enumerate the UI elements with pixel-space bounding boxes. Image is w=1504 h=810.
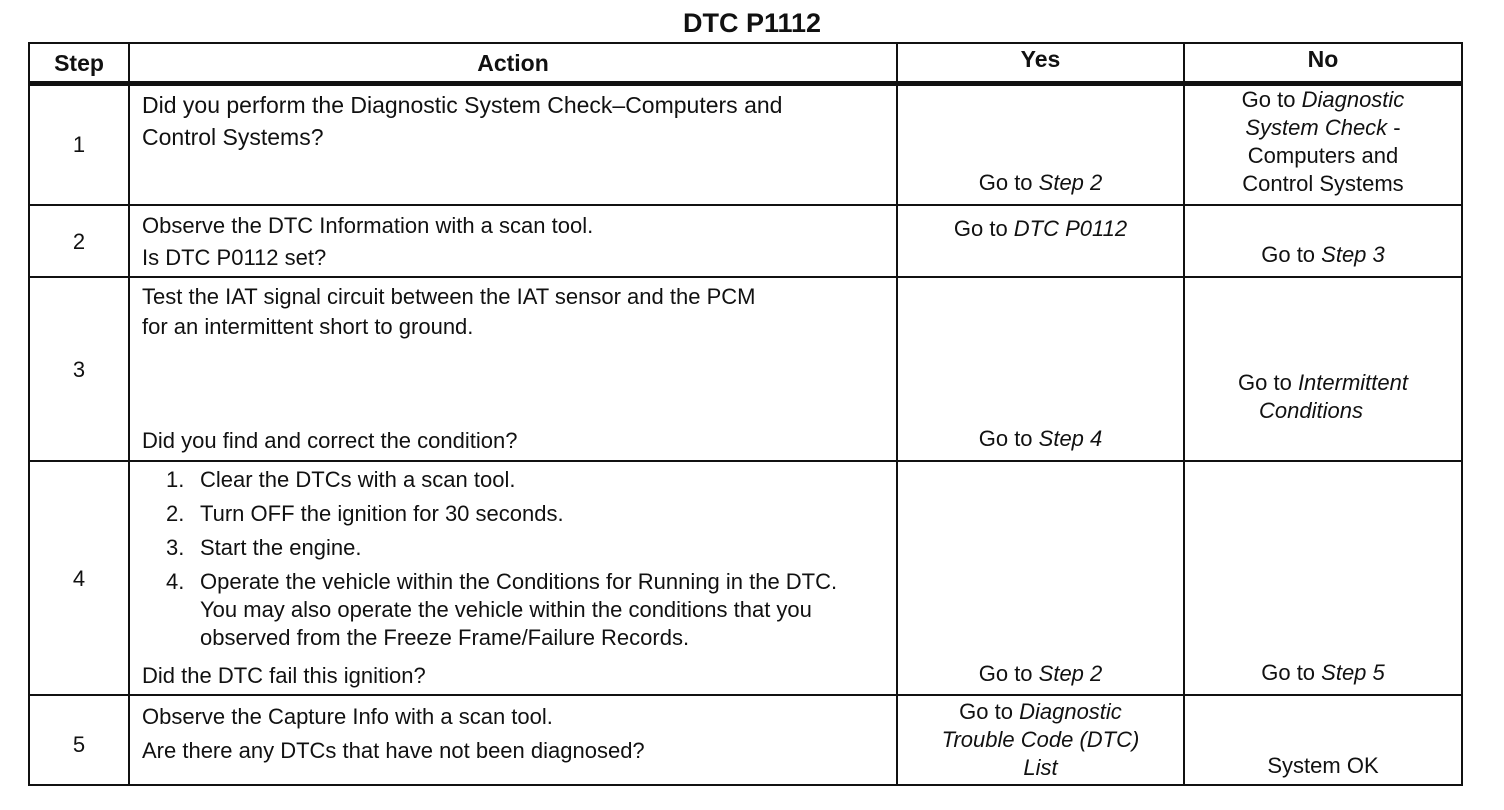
action-text xyxy=(142,282,892,342)
step-number: 1 xyxy=(72,132,86,157)
step-number: 2 xyxy=(72,229,86,254)
action-line: Observe the DTC Information with a scan tool. xyxy=(142,213,594,238)
yes-action: Go to Diagnostic Trouble Code (DTC) List xyxy=(941,699,1140,780)
yes-action: Go to DTC P0112 xyxy=(953,216,1128,241)
action-question: Did you find and correct the condition? xyxy=(142,428,518,453)
step-link[interactable]: Step 2 xyxy=(1038,170,1103,195)
no-action: Go to Step 5 xyxy=(1261,660,1385,685)
step-link[interactable]: Step 2 xyxy=(1038,661,1103,686)
step-number: 4 xyxy=(72,566,86,591)
page-title: DTC P1112 xyxy=(682,8,822,38)
header-yes: Yes xyxy=(1020,46,1061,72)
numbered-list xyxy=(166,466,878,652)
step-number: 5 xyxy=(72,732,86,757)
action-line: Observe the Capture Info with a scan tool. xyxy=(142,704,553,729)
reference-link[interactable]: List xyxy=(1023,755,1058,780)
action-line: Is DTC P0112 set? xyxy=(142,245,327,270)
header-step: Step xyxy=(54,50,104,76)
reference-link[interactable]: Diagnostic xyxy=(1019,699,1122,724)
step-number: 3 xyxy=(72,357,86,382)
action-line: Control Systems? xyxy=(142,124,324,150)
reference-link[interactable]: System Check xyxy=(1245,115,1388,140)
no-action: Go to Intermittent Conditions xyxy=(1238,370,1408,423)
no-action: Go to Step 3 xyxy=(1261,242,1385,267)
header-action: Action xyxy=(477,50,549,76)
step-link[interactable]: Step 3 xyxy=(1321,242,1385,267)
row-divider xyxy=(30,204,1461,206)
action-text xyxy=(142,700,892,768)
reference-link[interactable]: Trouble Code (DTC) xyxy=(941,727,1140,752)
action-line: Are there any DTCs that have not been diagnosed? xyxy=(142,738,645,763)
reference-link[interactable]: Conditions xyxy=(1259,398,1363,423)
yes-action: Go to Step 2 xyxy=(978,661,1103,686)
header-no: No xyxy=(1307,46,1339,72)
list-item: 2. Turn OFF the ignition for 30 seconds. xyxy=(166,501,564,526)
reference-link[interactable]: Diagnostic xyxy=(1301,87,1405,112)
list-item: 1. Clear the DTCs with a scan tool. xyxy=(166,467,516,492)
yes-action: Go to Step 2 xyxy=(978,170,1103,195)
action-line: Test the IAT signal circuit between the IAT sensor and the PCM xyxy=(142,284,756,309)
row-divider xyxy=(30,276,1461,278)
no-action: Go to Diagnostic System Check - Computers and Control Systems xyxy=(1241,87,1405,196)
action-line: for an intermittent short to ground. xyxy=(142,314,474,339)
list-item: 4. Operate the vehicle within the Conditions for Running in the DTC. You may also operate the vehicle within the conditions that you observed from the Freeze Frame/Failure Records. xyxy=(166,569,838,650)
action-question: Did the DTC fail this ignition? xyxy=(142,663,426,688)
reference-link[interactable]: Intermittent xyxy=(1297,370,1408,395)
col-divider xyxy=(128,44,130,784)
action-line: Did you perform the Diagnostic System Check–Computers and xyxy=(142,92,783,118)
step-link[interactable]: Step 4 xyxy=(1038,426,1103,451)
dtc-table xyxy=(28,42,1463,786)
yes-action: Go to Step 4 xyxy=(978,426,1103,451)
action-text xyxy=(142,210,892,274)
action-text xyxy=(142,89,892,153)
dtc-link[interactable]: DTC P0112 xyxy=(1013,216,1128,241)
list-item: 3. Start the engine. xyxy=(166,535,362,560)
no-action: System OK xyxy=(1267,753,1379,778)
row-divider xyxy=(30,460,1461,462)
step-link[interactable]: Step 5 xyxy=(1321,660,1385,685)
row-divider xyxy=(30,694,1461,696)
